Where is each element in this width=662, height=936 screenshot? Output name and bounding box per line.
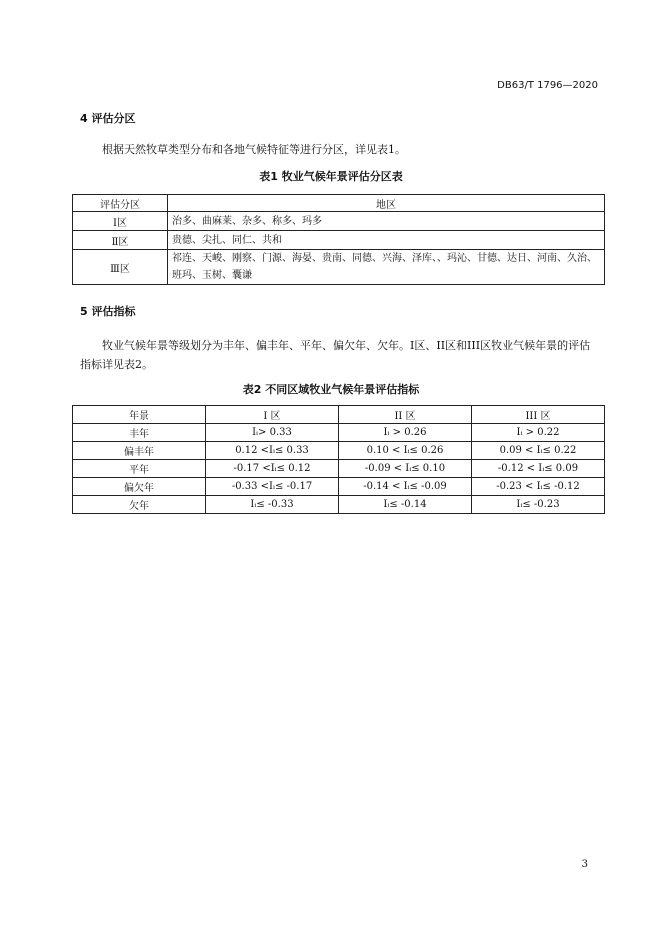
year-type-cell: 欠年 — [73, 496, 206, 514]
zone-1-cell: Iᵢ≤ -0.33 — [206, 496, 339, 514]
zone-2-cell: -0.09 < Iᵢ≤ 0.10 — [339, 460, 472, 478]
zone-3-cell: -0.23 < Iᵢ≤ -0.12 — [472, 478, 605, 496]
table-row — [73, 424, 605, 442]
section-5-paragraph: 牧业气候年景等级划分为丰年、偏丰年、平年、偏欠年、欠年。I区、II区和III区牧业气候年景的评估指标详见表2。 — [80, 339, 591, 371]
column-header-zone-3: III 区 — [472, 406, 605, 424]
region-cell: 祁连、天峻、刚察、门源、海晏、贵南、同德、兴海、泽库、、玛沁、甘德、达日、河南、久治、班玛、玉树、囊谦 — [168, 250, 605, 285]
column-header-year-type: 年景 — [73, 406, 206, 424]
zone-cell: Ⅱ区 — [73, 231, 168, 250]
zone-1-cell: -0.17 <Iᵢ≤ 0.12 — [206, 460, 339, 478]
column-header-zone-1: I 区 — [206, 406, 339, 424]
table-row — [73, 496, 605, 514]
zoning-table — [72, 194, 605, 285]
year-type-cell: 偏丰年 — [73, 442, 206, 460]
zone-1-cell: Iᵢ> 0.33 — [206, 424, 339, 442]
table-row — [73, 478, 605, 496]
table-row — [73, 442, 605, 460]
zone-2-cell: -0.14 < Iᵢ≤ -0.09 — [339, 478, 472, 496]
year-type-cell: 偏欠年 — [73, 478, 206, 496]
zone-2-cell: 0.10 < Iᵢ≤ 0.26 — [339, 442, 472, 460]
region-cell: 治多、曲麻莱、杂多、称多、玛多 — [168, 212, 605, 231]
table-row — [73, 250, 605, 285]
table-2-caption: 表2 不同区域牧业气候年景评估指标 — [242, 383, 420, 396]
zone-2-cell: Iᵢ > 0.26 — [339, 424, 472, 442]
column-header-zone-2: II 区 — [339, 406, 472, 424]
section-5-heading: 5 评估指标 — [80, 305, 136, 318]
section-4-paragraph: 根据天然牧草类型分布和各地气候特征等进行分区，详见表1。 — [102, 143, 406, 156]
table-1-caption: 表1 牧业气候年景评估分区表 — [259, 170, 403, 183]
section-4-heading: 4 评估分区 — [80, 112, 136, 125]
table-header-row — [73, 406, 605, 424]
column-header-zone: 评估分区 — [73, 195, 168, 212]
zone-3-cell: Iᵢ≤ -0.23 — [472, 496, 605, 514]
page-number: 3 — [581, 859, 588, 870]
zone-3-cell: -0.12 < Iᵢ≤ 0.09 — [472, 460, 605, 478]
column-header-region: 地区 — [168, 195, 605, 212]
zone-cell: Ⅲ区 — [73, 250, 168, 285]
document-code: DB63/T 1796—2020 — [497, 80, 598, 91]
zone-2-cell: Iᵢ≤ -0.14 — [339, 496, 472, 514]
zone-1-cell: -0.33 <Iᵢ≤ -0.17 — [206, 478, 339, 496]
zone-1-cell: 0.12 <Iᵢ≤ 0.33 — [206, 442, 339, 460]
zone-3-cell: Iᵢ > 0.22 — [472, 424, 605, 442]
year-type-cell: 丰年 — [73, 424, 206, 442]
table-header-row — [73, 195, 605, 212]
region-cell: 贵德、尖扎、同仁、共和 — [168, 231, 605, 250]
zone-cell: Ⅰ区 — [73, 212, 168, 231]
table-row — [73, 212, 605, 231]
table-row — [73, 460, 605, 478]
year-type-cell: 平年 — [73, 460, 206, 478]
table-row — [73, 231, 605, 250]
indicator-table — [72, 405, 605, 514]
zone-3-cell: 0.09 < Iᵢ≤ 0.22 — [472, 442, 605, 460]
